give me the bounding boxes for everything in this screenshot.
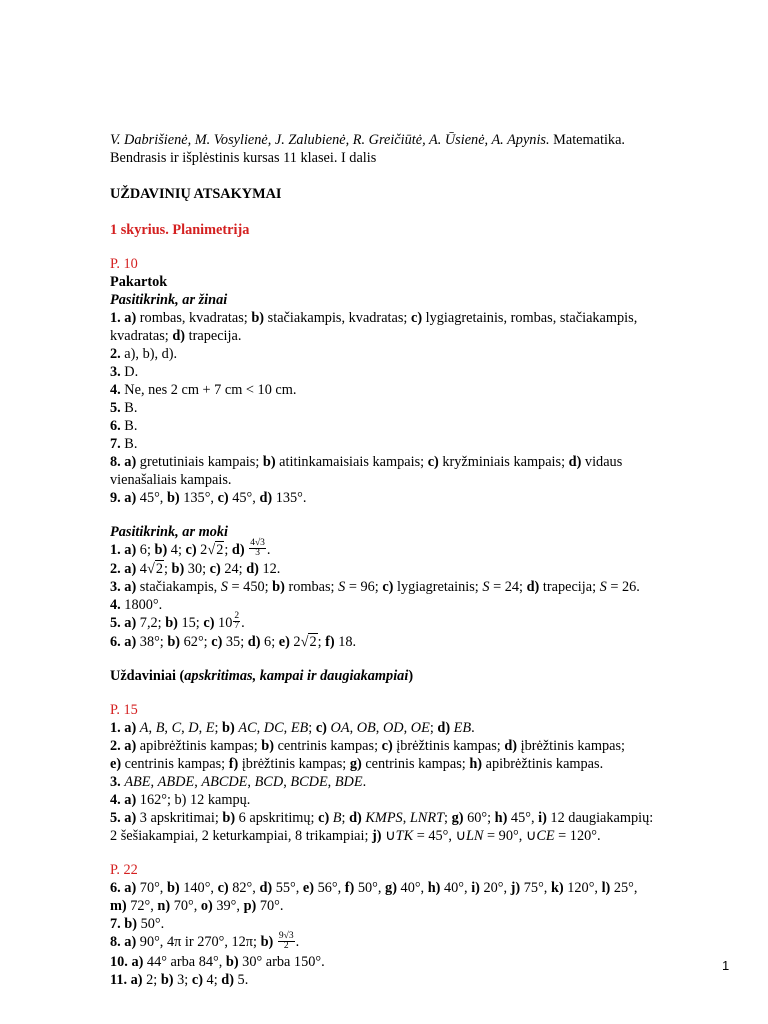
subsection-ar-zinai: Pasitikrink, ar žinai (110, 292, 228, 308)
answer-line: 5. a) 7,2; b) 15; c) 10 $\frac{2}{7}$ . (110, 611, 245, 632)
answer-line: e) centrinis kampas; f) įbrėžtinis kampas; g) centrinis kampas; h) apibrėžtinis kampas. (110, 756, 604, 773)
answer-line: 2 šešiakampiai, 2 keturkampiai, 8 trikampiai; j) ∪TK = 45°, ∪LN = 90°, ∪CE = 120°. (110, 828, 601, 845)
answer-line: 6. B. (110, 418, 138, 434)
header-line-1: V. Dabrišienė, M. Vosylienė, J. Zalubienė, R. Greičiūtė, A. Ūsienė, A. Apynis. Matematika. (110, 132, 625, 148)
answer-line: 6. a) 70°, b) 140°, c) 82°, d) 55°, e) 56°, f) 50°, g) 40°, h) 40°, i) 20°, j) 75°, k) 120°, l) 25°, (110, 880, 638, 897)
answer-line: 3. D. (110, 364, 139, 380)
page-ref-p15: P. 15 (110, 702, 138, 719)
answer-line: 2. a) 4√2; b) 30; c) 24; d) 12. (110, 561, 281, 578)
answers-content (110, 131, 710, 989)
answer-line: 5. B. (110, 400, 138, 416)
answer-line: 7. B. (110, 436, 138, 452)
page-ref-p22: P. 22 (110, 862, 138, 879)
section-uzdaviniai: Uždaviniai (apskritimas, kampai ir daugiakampiai) (110, 668, 414, 685)
answer-line: 1. a) rombas, kvadratas; b) stačiakampis, kvadratas; c) lygiagretainis, rombas, stačiakampis, (110, 310, 638, 326)
main-heading: UŽDAVINIŲ ATSAKYMAI (110, 186, 282, 202)
answer-line: kvadratas; d) trapecija. (110, 328, 242, 344)
answer-line: 3. ABE, ABDE, ABCDE, BCD, BCDE, BDE. (110, 774, 367, 791)
section-pakartok: Pakartok (110, 274, 168, 290)
answer-line: 10. a) 44° arba 84°, b) 30° arba 150°. (110, 953, 325, 970)
answer-line: 5. a) 3 apskritimai; b) 6 apskritimų; c) B; d) KMPS, LNRT; g) 60°; h) 45°, i) 12 daugiakampių: (110, 810, 654, 827)
answer-line: 4. 1800°. (110, 597, 163, 614)
subsection-ar-moki: Pasitikrink, ar moki (110, 524, 228, 540)
header-line-2: Bendrasis ir išplėstinis kursas 11 klasei. I dalis (110, 150, 377, 166)
answer-line: 2. a), b), d). (110, 346, 178, 362)
answer-line: 1. a) 6; b) 4; c) 2√2; d) $\frac{4√3}{3}$ . (110, 538, 271, 559)
page-ref-p10: P. 10 (110, 256, 138, 272)
answer-line: 1. a) A, B, C, D, E; b) AC, DC, EB; c) OA, OB, OD, OE; d) EB. (110, 720, 475, 737)
answer-line: 9. a) 45°, b) 135°, c) 45°, d) 135°. (110, 490, 307, 506)
chapter-title: 1 skyrius. Planimetrija (110, 222, 250, 238)
answer-line: vienašaliais kampais. (110, 472, 232, 488)
answer-line: 4. Ne, nes 2 cm + 7 cm < 10 cm. (110, 382, 297, 398)
answer-line: 2. a) apibrėžtinis kampas; b) centrinis kampas; c) įbrėžtinis kampas; d) įbrėžtinis kampas; (110, 738, 626, 755)
answer-line: m) 72°, n) 70°, o) 39°, p) 70°. (110, 898, 284, 915)
answer-line: 8. a) 90°, 4π ir 270°, 12π; b) $\frac{9√3}{2}$ . (110, 930, 300, 951)
answer-line: 7. b) 50°. (110, 916, 165, 933)
answer-line: 3. a) stačiakampis, S = 450; b) rombas; S = 96; c) lygiagretainis; S = 24; d) trapecija; S = 26. (110, 579, 640, 596)
answer-line: 6. a) 38°; b) 62°; c) 35; d) 6; e) 2√2; f) 18. (110, 634, 357, 651)
answer-line: 8. a) gretutiniais kampais; b) atitinkamaisiais kampais; c) kryžminiais kampais; d) vidaus (110, 454, 623, 470)
page-number: 1 (722, 958, 730, 973)
answer-line: 11. a) 2; b) 3; c) 4; d) 5. (110, 971, 249, 988)
answer-line: 4. a) 162°; b) 12 kampų. (110, 792, 251, 809)
